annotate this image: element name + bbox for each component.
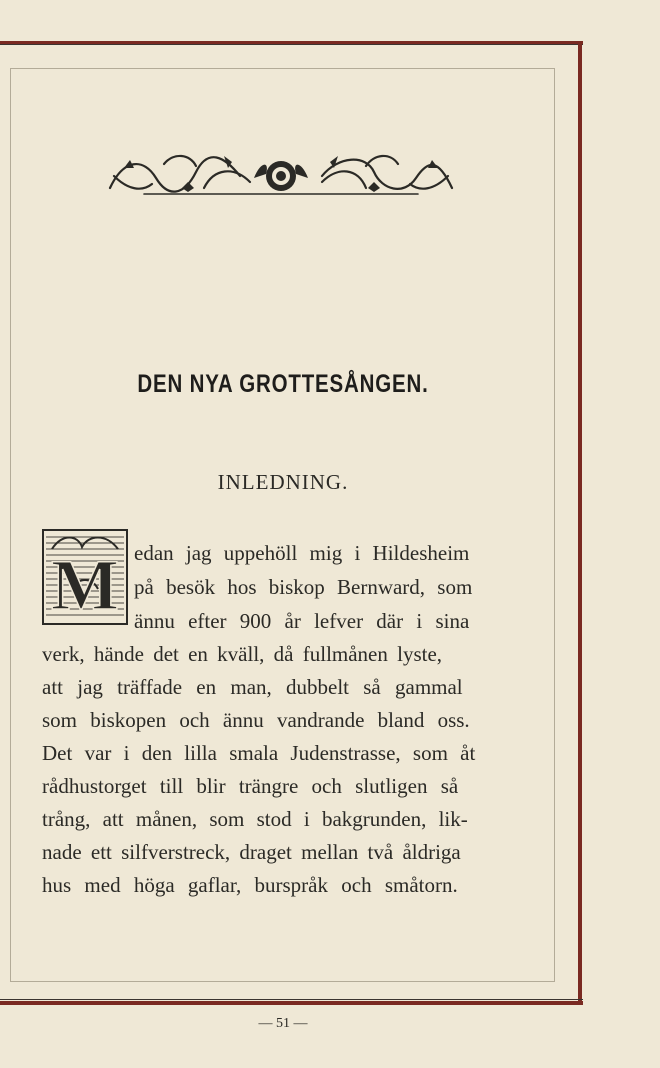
bottom-border-hairline [0, 999, 583, 1000]
top-border-hairline [0, 44, 583, 45]
text-line: rådhustorget till blir trängre och slutligen så [42, 774, 459, 798]
floral-ornament-icon [104, 148, 458, 200]
page-title: DEN NYA GROTTESÅNGEN. [137, 370, 429, 398]
text-line: Det var i den lilla smala Judenstrasse, som åt [42, 741, 476, 765]
text-line: verk, hände det en kväll, då fullmånen lyste, [42, 642, 443, 666]
text-line: som biskopen och ännu vandrande bland oss. [42, 708, 470, 732]
page-number: — 51 — [258, 1016, 308, 1031]
text-line: trång, att månen, som stod i bakgrunden, lik- [42, 807, 468, 831]
right-border-rule [578, 41, 582, 1005]
text-line: att jag träffade en man, dubbelt så gammal [42, 675, 463, 699]
text-line: edan jag uppehöll mig i Hildesheim [134, 541, 470, 565]
illuminated-initial-icon [42, 529, 128, 625]
text-line: nade ett silfverstreck, draget mellan två åldriga [42, 840, 461, 864]
section-heading: INLEDNING. [217, 470, 349, 494]
text-line: på besök hos biskop Bernward, som [134, 575, 473, 599]
bottom-border-rule [0, 1001, 583, 1005]
drop-cap-letter: M [51, 545, 119, 625]
text-line: hus med höga gaflar, burspråk och småtorn. [42, 873, 458, 897]
text-line: ännu efter 900 år lefver där i sina [134, 609, 470, 633]
